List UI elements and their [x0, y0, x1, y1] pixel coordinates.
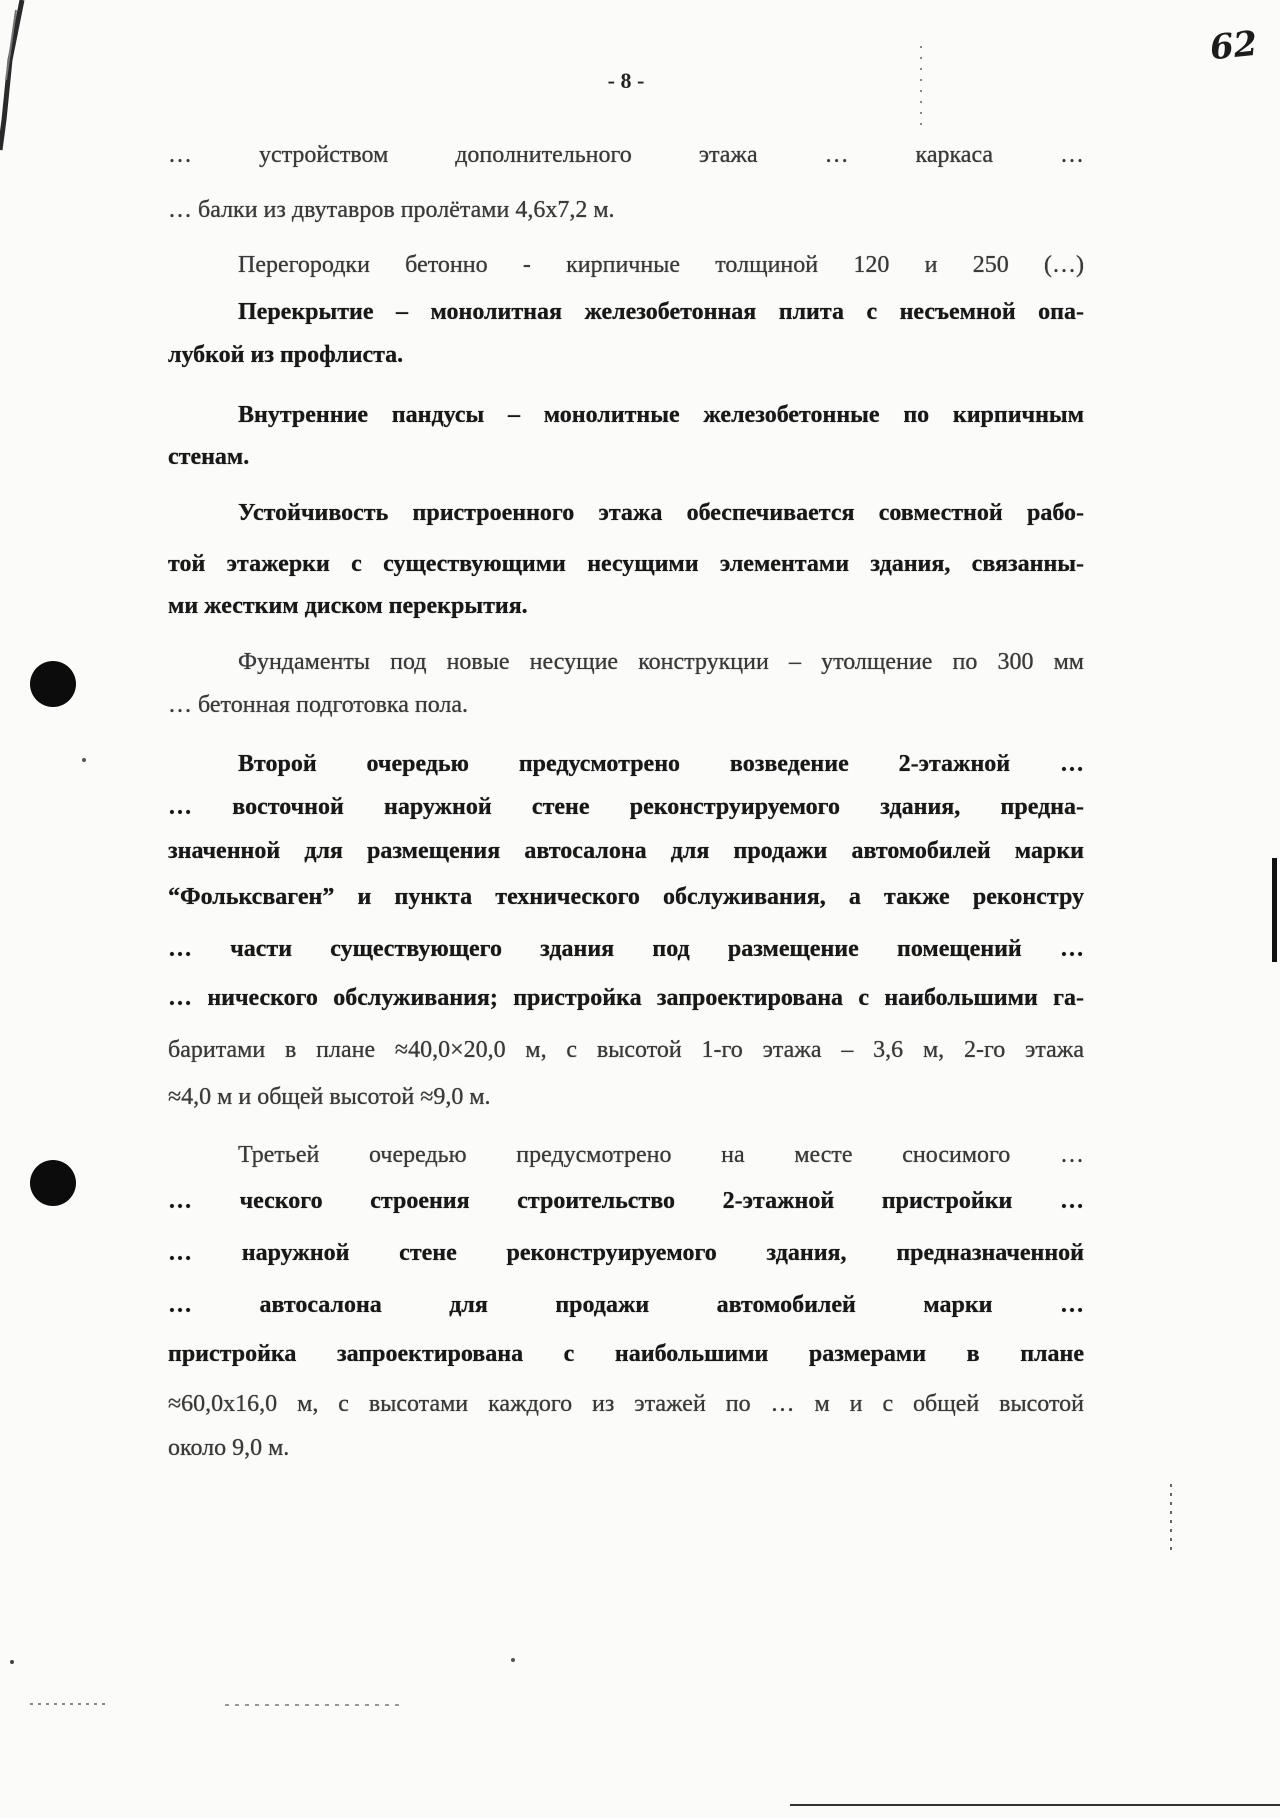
text-line: ≈4,0 м и общей высотой ≈9,0 м. — [168, 1084, 491, 1110]
text-line: … части существующего здания под размещение помещений … — [168, 936, 1084, 962]
text-line: ми жестким диском перекрытия. — [168, 593, 528, 619]
text-line: той этажерки с существующими несущими элементами здания, связанны- — [168, 551, 1084, 577]
text-line: … ческого строения строительство 2-этажной пристройки … — [168, 1188, 1084, 1214]
text-line: … наружной стене реконструируемого здания, предназначенной — [168, 1240, 1084, 1266]
text-line: ≈60,0х16,0 м, с высотами каждого из этажей по … м и с общей высотой — [168, 1391, 1084, 1417]
punch-hole-upper — [30, 661, 76, 707]
text-line: … нического обслуживания; пристройка запроектирована с наибольшими га- — [168, 985, 1084, 1011]
text-line: … автосалона для продажи автомобилей марки … — [168, 1292, 1084, 1318]
text-line: лубкой из профлиста. — [168, 342, 404, 368]
text-line: … бетонная подготовка пола. — [168, 692, 468, 718]
scan-speck — [82, 758, 86, 762]
scan-edge-streak-light — [6, 10, 16, 80]
text-line: стенам. — [168, 444, 250, 470]
text-line: “Фольксваген” и пункта технического обслуживания, а также реконстру — [168, 884, 1084, 910]
text-line: … восточной наружной стене реконструируемого здания, предна- — [168, 794, 1084, 820]
punch-hole-lower — [30, 1160, 76, 1206]
page-number: - 8 - — [607, 68, 645, 93]
scan-speck — [10, 1660, 14, 1664]
scan-edge-streak — [0, 0, 22, 150]
scan-edge-bar-right — [1272, 858, 1277, 962]
text-line: Перегородки бетонно - кирпичные толщиной 120 и 250 (…) — [238, 252, 1084, 278]
handwritten-sheet-number: 62 — [1208, 23, 1260, 69]
text-line: Устойчивость пристроенного этажа обеспечивается совместной рабо- — [238, 500, 1084, 526]
text-line: Фундаменты под новые несущие конструкции – утолщение по 300 мм — [238, 649, 1084, 675]
text-line: … балки из двутавров пролётами 4,6х7,2 м. — [168, 197, 615, 223]
scan-speck — [511, 1658, 515, 1662]
text-line: Перекрытие – монолитная железобетонная плита с несъемной опа- — [238, 299, 1084, 325]
text-line: Второй очередью предусмотрено возведение 2-этажной … — [238, 751, 1084, 777]
text-line: пристройка запроектирована с наибольшими размерами в плане — [168, 1341, 1084, 1367]
text-line: … устройством дополнительного этажа … каркаса … — [168, 142, 1084, 168]
text-line: около 9,0 м. — [168, 1435, 290, 1461]
text-line: баритами в плане ≈40,0×20,0 м, с высотой 1-го этажа – 3,6 м, 2-го этажа — [168, 1037, 1084, 1063]
text-line: значенной для размещения автосалона для продажи автомобилей марки — [168, 838, 1084, 864]
text-line: Третьей очередью предусмотрено на месте сносимого … — [238, 1142, 1084, 1168]
text-line: Внутренние пандусы – монолитные железобетонные по кирпичным — [238, 402, 1084, 428]
